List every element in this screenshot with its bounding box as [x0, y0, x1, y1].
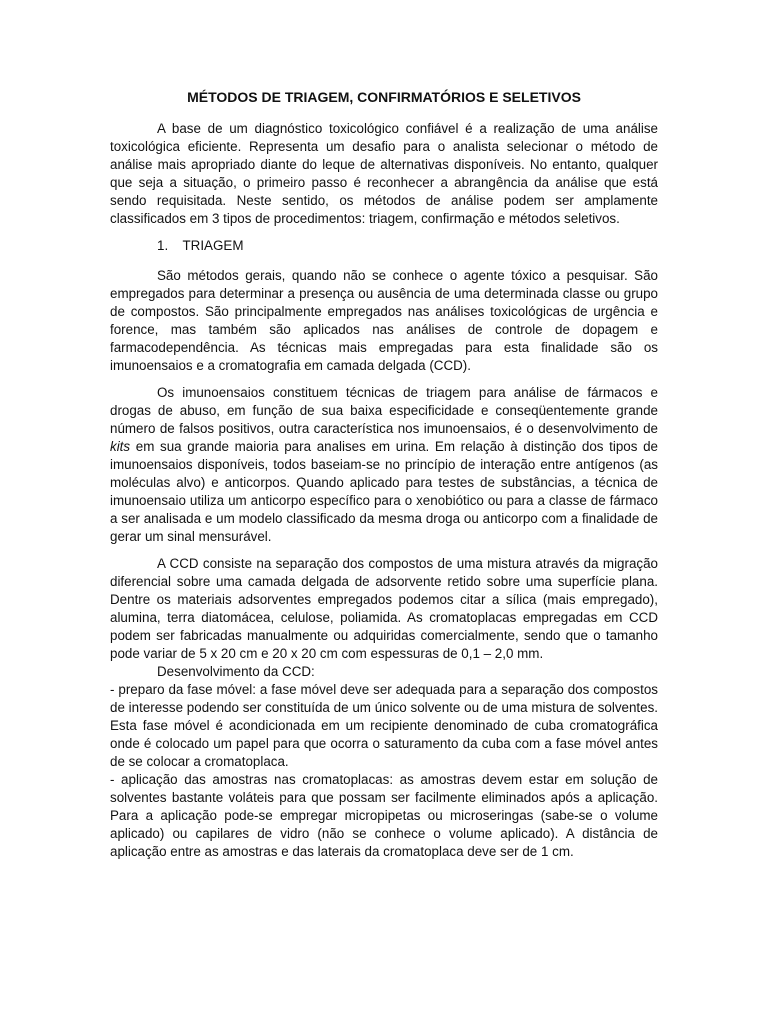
- triagem-paragraph: São métodos gerais, quando não se conhece o agente tóxico a pesquisar. São empregados para determinar a presença ou ausência de uma determinada classe ou grupo de compostos. São principalmente empregados nas análises toxicológicas de urgência e forence, mas também são aplicados nas análises de controle de dopagem e farmacodependência. As técnicas mais empregadas para esta finalidade são os imunoensaios e a cromatografia em camada delgada (CCD).: [110, 268, 658, 373]
- list-item-mobile-phase: - preparo da fase móvel: a fase móvel deve ser adequada para a separação dos compostos de interesse podendo ser constituída de um único solvente ou de uma mistura de solventes. Esta fase móvel é acondicionada em um recipiente denominado de cuba cromatográfica onde é colocado um papel para que ocorra o saturamento da cuba com a fase móvel antes de se colocar a cromatoplaca.: [110, 682, 658, 769]
- ccd-development-heading: Desenvolvimento da CCD:: [157, 664, 315, 679]
- list-item-sample-application: - aplicação das amostras nas cromatoplacas: as amostras devem estar em solução de solventes bastante voláteis para que possam ser facilmente eliminados após a aplicação. Para a aplicação pode-se empregar micropipetas ou microseringas (sabe-se o volume aplicado) ou capilares de vidro (não se conhece o volume aplicado). A distância de aplicação entre as amostras e das laterais da cromatoplaca deve ser de 1 cm.: [110, 772, 658, 859]
- ccd-paragraph: A CCD consiste na separação dos compostos de uma mistura através da migração diferencial sobre uma camada delgada de adsorvente retido sobre uma superfície plana. Dentre os materiais adsorventes empregados podemos citar a sílica (mais empregado), alumina, terra diatomácea, celulose, poliamida. As cromatoplacas empregadas em CCD podem ser fabricadas manualmente ou adquiridas comercialmente, sendo que o tamanho pode variar de 5 x 20 cm e 20 x 20 cm com espessuras de 0,1 – 2,0 mm.: [110, 556, 658, 661]
- section-heading-triagem: [110, 237, 658, 255]
- document-page: [110, 80, 658, 861]
- document-title: MÉTODOS DE TRIAGEM, CONFIRMATÓRIOS E SELETIVOS: [187, 89, 581, 105]
- section-title: TRIAGEM: [182, 238, 244, 253]
- section-number: 1.: [157, 238, 169, 253]
- intro-paragraph: A base de um diagnóstico toxicológico confiável é a realização de uma análise toxicológica eficiente. Representa um desafio para o analista selecionar o método de análise mais apropriado diante do leque de alternativas disponíveis. No entanto, qualquer que seja a situação, o primeiro passo é reconhecer a abrangência da análise que está sendo requisitada. Neste sentido, os métodos de análise podem ser amplamente classificados em 3 tipos de procedimentos: triagem, confirmação e métodos seletivos.: [110, 121, 658, 226]
- imunoensaios-text-a: Os imunoensaios constituem técnicas de triagem para análise de fármacos e drogas de abuso, em função de sua baixa especificidade e conseqüentemente grande número de falsos positivos, outra característica nos imunoensaios, é o desenvolvimento de: [110, 385, 658, 436]
- imunoensaios-text-b: em sua grande maioria para analises em urina. Em relação à distinção dos tipos de imunoensaios disponíveis, todos baseiam-se no princípio de interação entre antígenos (as moléculas alvo) e anticorpos. Quando aplicado para testes de substâncias, a técnica de imunoensaio utiliza um anticorpo específico para o xenobiótico ou para a classe de fármaco a ser analisada e um modelo classificado da mesma droga ou anticorpo com a finalidade de gerar um sinal mensurável.: [110, 439, 658, 544]
- kits-italic: kits: [110, 439, 131, 454]
- imunoensaios-paragraph: [110, 384, 658, 546]
